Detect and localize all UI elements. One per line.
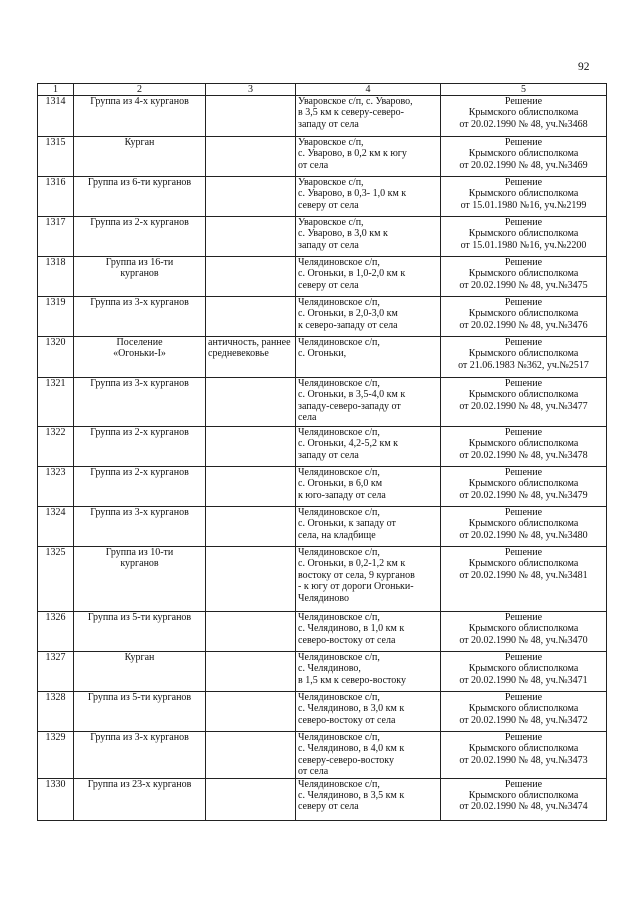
location-cell (296, 547, 441, 612)
decision-line: Решение (504, 467, 543, 478)
monument-name-cell (74, 652, 206, 692)
decision-line: Крымского облисполкома (468, 188, 579, 200)
decision-cell (441, 427, 607, 467)
decision-line: Крымского облисполкома (468, 148, 579, 160)
table-row (38, 467, 607, 507)
location-line: западу-северо-западу от (298, 400, 401, 412)
location-line: Уваровское с/п, с. Уварово, (298, 96, 413, 107)
header-row (38, 84, 607, 96)
monument-name-cell (74, 547, 206, 612)
location-line: с. Огоньки, в 3,5-4,0 км к (298, 389, 406, 401)
monument-name: Группа из 3-х курганов (90, 507, 189, 518)
location-line: Челядиново (298, 592, 349, 604)
decision-cell (441, 692, 607, 732)
decision-line: от 20.02.1990 № 48, уч.№3471 (459, 674, 588, 686)
location-cell (296, 137, 441, 177)
row-number-cell: 1314 (38, 96, 74, 137)
location-line: Челядиновское с/п, (298, 297, 380, 308)
location-line: с. Уварово, в 0,3- 1,0 км к (298, 188, 407, 200)
decision-line: Решение (504, 732, 543, 743)
decision-line: Крымского облисполкома (468, 438, 579, 450)
monument-name: Группа из 23-х курганов (87, 778, 192, 790)
monument-name-cell (74, 612, 206, 652)
table-body (38, 96, 607, 821)
dating-cell (206, 612, 296, 652)
row-number-cell: 1317 (38, 217, 74, 257)
table-row (38, 378, 607, 427)
dating-cell (206, 778, 296, 820)
location-line: северу от села (298, 279, 359, 291)
location-line: с. Челядиново, в 4,0 км к (298, 743, 405, 755)
location-line: к юго-западу от села (298, 489, 386, 501)
location-line: от села (298, 159, 329, 171)
monument-name: Группа из 6-ти курганов (87, 177, 192, 188)
decision-line: Решение (504, 378, 543, 389)
location-cell (296, 427, 441, 467)
location-line: западу от села (298, 449, 359, 461)
table-row (38, 217, 607, 257)
dating-cell (206, 257, 296, 297)
decision-line: Решение (504, 507, 543, 518)
monument-name: Группа из 5-ти курганов (87, 612, 192, 623)
monument-name: Поселение «Огоньки-I» (113, 337, 166, 360)
monument-name-cell (74, 732, 206, 779)
location-line: Челядиновское с/п, (298, 467, 380, 478)
location-line: северо-востоку от села (298, 634, 396, 646)
monument-name: Группа из 2-х курганов (90, 467, 189, 478)
location-line: - к югу от дороги Огоньки- (298, 581, 414, 593)
location-line: с. Огоньки, в 2,0-3,0 км (298, 308, 398, 320)
decision-line: Крымского облисполкома (468, 107, 579, 119)
decision-cell (441, 732, 607, 779)
monument-name-cell (74, 378, 206, 427)
location-line: Челядиновское с/п, (298, 257, 380, 268)
location-cell (296, 778, 441, 820)
row-number-cell: 1326 (38, 612, 74, 652)
monument-name: Группа из 3-х курганов (90, 378, 189, 389)
monument-name-cell (74, 337, 206, 378)
dating-cell (206, 507, 296, 547)
decision-line: Решение (504, 692, 543, 703)
decision-line: Крымского облисполкома (468, 228, 579, 240)
decision-line: Крымского облисполкома (468, 268, 579, 280)
location-cell (296, 652, 441, 692)
location-line: с. Огоньки, 4,2-5,2 км к (298, 438, 399, 450)
location-line: Челядиновское с/п, (298, 612, 380, 623)
decision-line: Крымского облисполкома (468, 348, 579, 360)
decision-line: от 20.02.1990 № 48, уч.№3468 (459, 118, 588, 130)
location-line: с. Уварово, в 0,2 км к югу (298, 148, 407, 160)
monument-name-cell (74, 217, 206, 257)
decision-line: от 20.02.1990 № 48, уч.№3480 (459, 529, 588, 541)
location-line: с. Огоньки, в 6,0 км (298, 478, 383, 490)
dating-cell (206, 692, 296, 732)
location-line: северу-северо-востоку (298, 754, 395, 766)
decision-cell (441, 337, 607, 378)
dating-cell (206, 547, 296, 612)
location-cell (296, 177, 441, 217)
decision-cell (441, 137, 607, 177)
table-row (38, 778, 607, 820)
decision-line: Решение (504, 612, 543, 623)
location-cell (296, 297, 441, 337)
monument-name: Группа из 3-х курганов (90, 297, 189, 308)
monument-name: Группа из 2-х курганов (90, 427, 189, 438)
decision-line: от 21.06.1983 №362, уч.№2517 (458, 359, 589, 371)
location-line: с. Огоньки, в 1,0-2,0 км к (298, 268, 406, 280)
monument-name: Группа из 10-ти курганов (105, 547, 174, 570)
decision-line: от 20.02.1990 № 48, уч.№3476 (459, 319, 588, 331)
dating-cell (206, 378, 296, 427)
location-line: Челядиновское с/п, (298, 507, 380, 518)
table-row (38, 507, 607, 547)
location-cell (296, 96, 441, 137)
decision-cell (441, 378, 607, 427)
decision-cell (441, 217, 607, 257)
monument-name: Курган (124, 652, 155, 663)
location-cell (296, 612, 441, 652)
location-line: с. Уварово, в 3,0 км к (298, 228, 388, 240)
row-number-cell: 1325 (38, 547, 74, 612)
monument-name: Группа из 5-ти курганов (87, 692, 192, 703)
table-row (38, 177, 607, 217)
monument-name-cell (74, 427, 206, 467)
location-line: Челядиновское с/п, (298, 778, 380, 790)
location-line: Уваровское с/п, (298, 217, 364, 228)
row-number-cell: 1316 (38, 177, 74, 217)
decision-cell (441, 177, 607, 217)
location-line: от села (298, 766, 329, 778)
location-line: села (298, 412, 317, 424)
decision-cell (441, 778, 607, 820)
row-number-cell: 1322 (38, 427, 74, 467)
table-row (38, 692, 607, 732)
location-line: села, на кладбище (298, 529, 376, 541)
decision-line: Крымского облисполкома (468, 663, 579, 675)
location-cell (296, 217, 441, 257)
monument-name: Курган (124, 137, 155, 148)
decision-line: Решение (504, 177, 543, 188)
location-line: Челядиновское с/п, (298, 692, 380, 703)
decision-line: от 20.02.1990 № 48, уч.№3481 (459, 569, 588, 581)
location-line: Челядиновское с/п, (298, 378, 380, 389)
decision-cell (441, 467, 607, 507)
row-number-cell: 1315 (38, 137, 74, 177)
monument-name-cell (74, 467, 206, 507)
location-line: Челядиновское с/п, (298, 427, 380, 438)
column-header: 3 (206, 84, 296, 96)
decision-line: от 20.02.1990 № 48, уч.№3477 (459, 400, 588, 412)
table-row (38, 427, 607, 467)
decision-line: от 20.02.1990 № 48, уч.№3478 (459, 449, 588, 461)
table-row (38, 337, 607, 378)
location-line: западу от села (298, 118, 359, 130)
dating-cell (206, 297, 296, 337)
location-line: с. Челядиново, (298, 663, 361, 675)
decision-line: от 20.02.1990 № 48, уч.№3472 (459, 714, 588, 726)
row-number-cell: 1324 (38, 507, 74, 547)
row-number-cell: 1327 (38, 652, 74, 692)
decision-line: Решение (504, 96, 543, 107)
decision-cell (441, 612, 607, 652)
monument-name-cell (74, 96, 206, 137)
location-cell (296, 732, 441, 779)
monument-name-cell (74, 177, 206, 217)
decision-cell (441, 257, 607, 297)
monument-name-cell (74, 257, 206, 297)
dating-cell (206, 177, 296, 217)
decision-line: Решение (504, 427, 543, 438)
table-row (38, 612, 607, 652)
location-line: с. Челядиново, в 3,5 км к (298, 790, 405, 802)
decision-line: Крымского облисполкома (468, 518, 579, 530)
monument-name-cell (74, 297, 206, 337)
monument-name: Группа из 4-х курганов (90, 96, 189, 107)
location-line: Челядиновское с/п, (298, 547, 380, 558)
row-number-cell: 1321 (38, 378, 74, 427)
decision-line: от 20.02.1990 № 48, уч.№3473 (459, 754, 588, 766)
decision-line: Крымского облисполкома (468, 308, 579, 320)
row-number-cell: 1329 (38, 732, 74, 779)
location-line: Челядиновское с/п, (298, 337, 380, 348)
decision-line: от 20.02.1990 № 48, уч.№3470 (459, 634, 588, 646)
location-cell (296, 378, 441, 427)
monuments-table (37, 83, 607, 821)
dating-cell (206, 137, 296, 177)
dating-cell (206, 652, 296, 692)
dating-cell (206, 96, 296, 137)
decision-line: Решение (504, 217, 543, 228)
location-cell (296, 692, 441, 732)
decision-line: Решение (504, 137, 543, 148)
decision-line: от 15.01.1980 №16, уч.№2200 (460, 239, 587, 251)
location-line: востоку от села, 9 курганов (298, 569, 415, 581)
column-header: 5 (441, 84, 607, 96)
decision-line: от 20.02.1990 № 48, уч.№3469 (459, 159, 588, 171)
decision-cell (441, 297, 607, 337)
location-line: с. Челядиново, в 3,0 км к (298, 703, 405, 715)
location-line: северу от села (298, 801, 359, 813)
location-line: в 3,5 км к северу-северо- (298, 107, 404, 119)
decision-line: от 20.02.1990 № 48, уч.№3479 (459, 489, 588, 501)
row-number-cell: 1328 (38, 692, 74, 732)
location-line: Уваровское с/п, (298, 177, 364, 188)
decision-line: Решение (504, 337, 543, 348)
monument-name-cell (74, 778, 206, 820)
dating-cell (206, 732, 296, 779)
monument-name-cell (74, 137, 206, 177)
decision-line: Крымского облисполкома (468, 790, 579, 802)
location-line: Уваровское с/п, (298, 137, 364, 148)
monument-name: Группа из 2-х курганов (90, 217, 189, 228)
location-line: к северо-западу от села (298, 319, 398, 331)
monument-name-cell (74, 507, 206, 547)
location-line: в 1,5 км к северо-востоку (298, 674, 406, 686)
decision-line: Крымского облисполкома (468, 558, 579, 570)
table-row (38, 652, 607, 692)
location-line: с. Челядиново, в 1,0 км к (298, 623, 405, 635)
location-line: с. Огоньки, в 0,2-1,2 км к (298, 558, 406, 570)
location-cell (296, 337, 441, 378)
decision-line: Крымского облисполкома (468, 743, 579, 755)
decision-line: от 15.01.1980 №16, уч.№2199 (460, 199, 587, 211)
column-header: 1 (38, 84, 74, 96)
decision-cell (441, 507, 607, 547)
decision-line: Крымского облисполкома (468, 389, 579, 401)
row-number-cell: 1319 (38, 297, 74, 337)
decision-line: Крымского облисполкома (468, 478, 579, 490)
table-row (38, 732, 607, 779)
decision-line: Решение (504, 778, 543, 790)
decision-line: Крымского облисполкома (468, 703, 579, 715)
row-number-cell: 1318 (38, 257, 74, 297)
row-number-cell: 1323 (38, 467, 74, 507)
column-header: 4 (296, 84, 441, 96)
dating-cell: античность, раннее средневековье (206, 337, 296, 378)
decision-line: Решение (504, 652, 543, 663)
monument-name-cell (74, 692, 206, 732)
page-number: 92 (578, 61, 590, 73)
location-cell (296, 467, 441, 507)
row-number-cell: 1320 (38, 337, 74, 378)
decision-cell (441, 96, 607, 137)
row-number-cell: 1330 (38, 778, 74, 820)
location-line: северу от села (298, 199, 359, 211)
dating-cell (206, 467, 296, 507)
decision-cell (441, 547, 607, 612)
table-row (38, 297, 607, 337)
table-row (38, 96, 607, 137)
column-header: 2 (74, 84, 206, 96)
decision-line: Решение (504, 297, 543, 308)
location-cell (296, 507, 441, 547)
decision-line: Решение (504, 547, 543, 558)
table-row (38, 137, 607, 177)
dating-cell (206, 427, 296, 467)
decision-line: Решение (504, 257, 543, 268)
table-row (38, 547, 607, 612)
location-line: западу от села (298, 239, 359, 251)
location-line: с. Огоньки, к западу от (298, 518, 396, 530)
decision-line: от 20.02.1990 № 48, уч.№3474 (459, 801, 588, 813)
dating-cell (206, 217, 296, 257)
location-cell (296, 257, 441, 297)
decision-line: Крымского облисполкома (468, 623, 579, 635)
location-line: Челядиновское с/п, (298, 732, 380, 743)
location-line: Челядиновское с/п, (298, 652, 380, 663)
decision-line: от 20.02.1990 № 48, уч.№3475 (459, 279, 588, 291)
decision-cell (441, 652, 607, 692)
monument-name: Группа из 3-х курганов (90, 732, 189, 743)
monument-name: Группа из 16-ти курганов (105, 257, 174, 280)
table-row (38, 257, 607, 297)
location-line: с. Огоньки, (298, 348, 347, 360)
location-line: северо-востоку от села (298, 714, 396, 726)
